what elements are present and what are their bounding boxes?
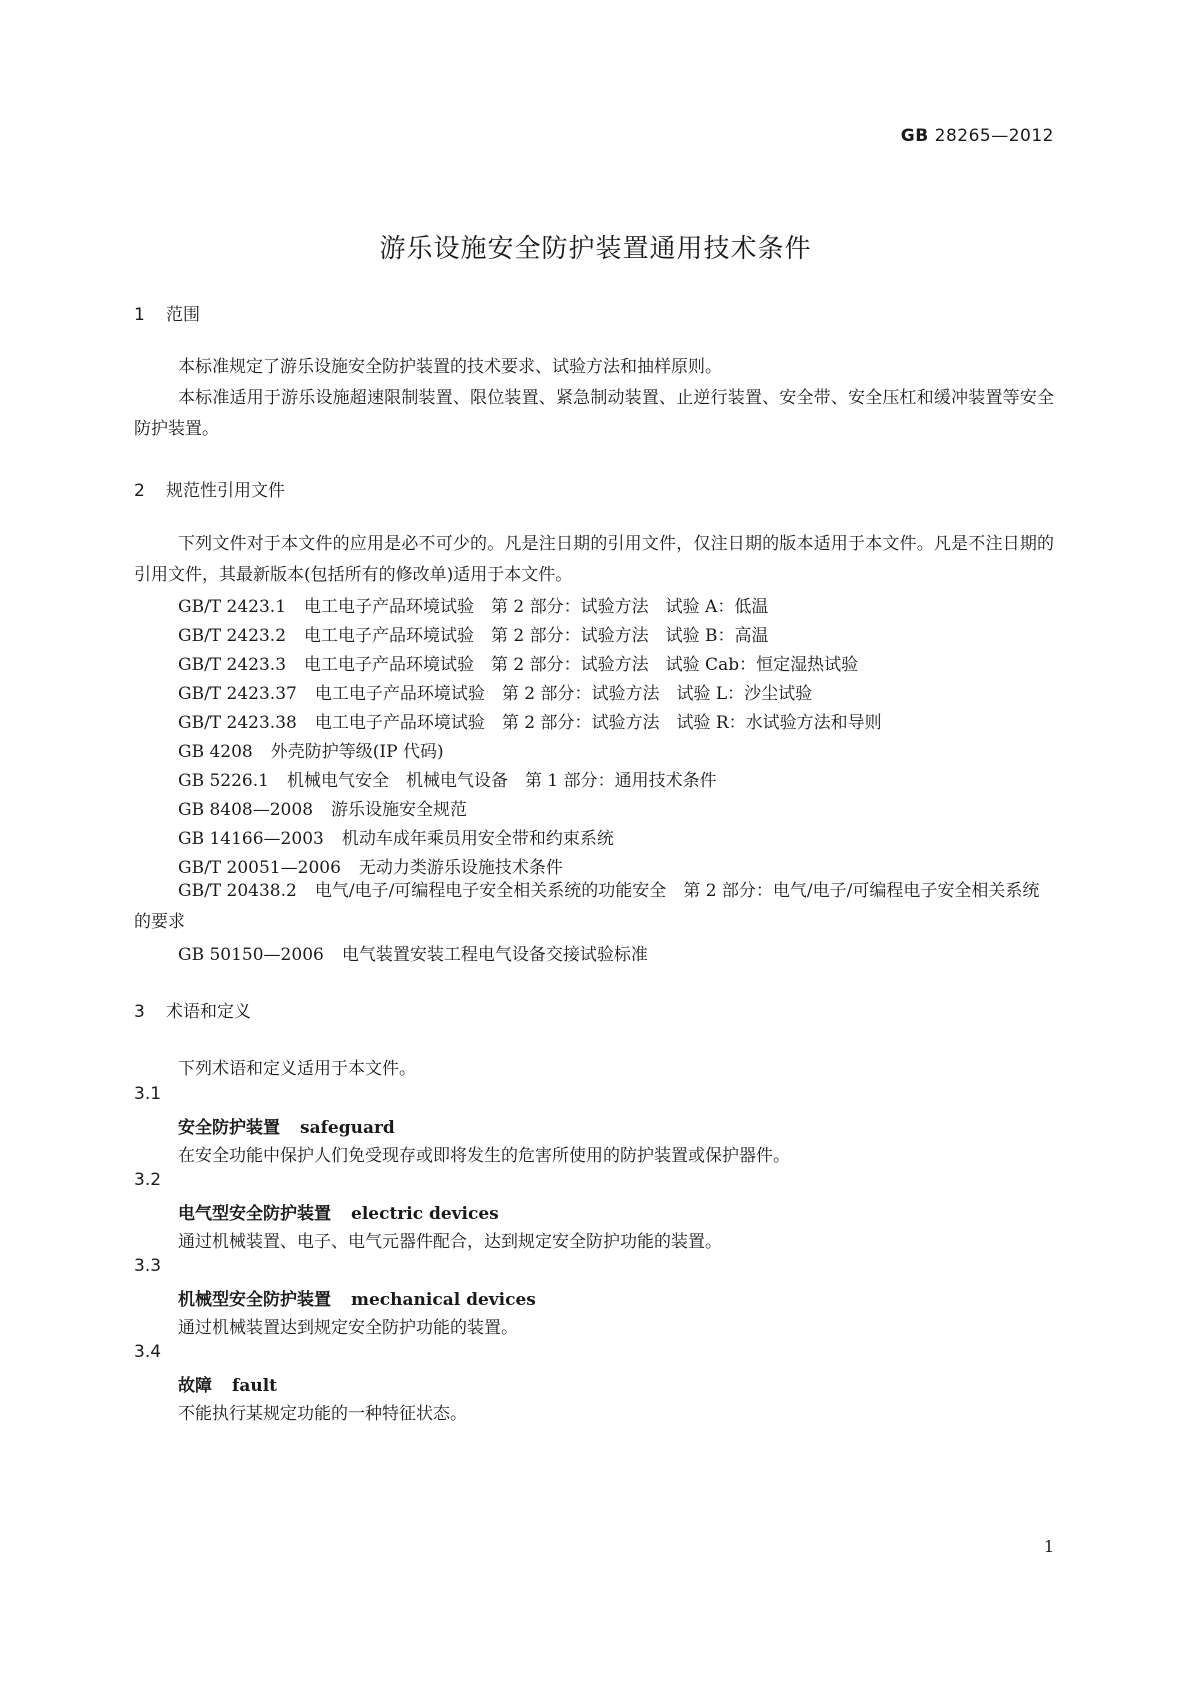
reference-code: GB 5226.1 <box>178 771 269 791</box>
reference-code: GB/T 20051—2006 <box>178 858 341 878</box>
standard-number: 28265—2012 <box>934 126 1054 146</box>
term-en: fault <box>232 1376 277 1396</box>
reference-code: GB 8408—2008 <box>178 800 314 820</box>
reference-title: 机械电气安全 机械电气设备 第 1 部分：通用技术条件 <box>286 771 717 791</box>
reference-item <box>178 679 812 704</box>
term-en: electric devices <box>351 1204 499 1224</box>
section-title: 规范性引用文件 <box>166 481 285 501</box>
reference-code: GB 4208 <box>178 742 253 762</box>
reference-code: GB/T 20438.2 <box>178 881 297 901</box>
section-title: 术语和定义 <box>166 1002 251 1022</box>
term-zh: 机械型安全防护装置 <box>178 1290 331 1310</box>
scope-paragraph-2: 本标准适用于游乐设施超速限制装置、限位装置、紧急制动装置、止逆行装置、安全带、安全压杠和缓冲装置等安全防护装置。 <box>134 388 1054 439</box>
standard-prefix: GB <box>900 126 929 146</box>
term-zh: 安全防护装置 <box>178 1118 280 1138</box>
term-heading <box>178 1199 499 1224</box>
reference-code: GB 50150—2006 <box>178 945 324 965</box>
reference-title: 电工电子产品环境试验 第 2 部分：试验方法 试验 B：高温 <box>304 626 769 646</box>
reference-code: GB/T 2423.37 <box>178 684 297 704</box>
reference-item <box>178 766 717 791</box>
section-title: 范围 <box>166 305 200 325</box>
terms-intro: 下列术语和定义适用于本文件。 <box>178 1059 416 1079</box>
reference-title: 电气装置安装工程电气设备交接试验标准 <box>341 945 648 965</box>
reference-item <box>178 592 768 617</box>
term-number: 3.3 <box>134 1256 162 1276</box>
term-number: 3.4 <box>134 1342 162 1362</box>
term-number: 3.2 <box>134 1170 162 1190</box>
term-heading <box>178 1113 395 1138</box>
term-en: mechanical devices <box>351 1290 536 1310</box>
term-definition: 通过机械装置、电子、电气元器件配合，达到规定安全防护功能的装置。 <box>178 1232 722 1252</box>
reference-title: 电工电子产品环境试验 第 2 部分：试验方法 试验 R：水试验方法和导则 <box>314 713 882 733</box>
reference-title: 机动车成年乘员用安全带和约束系统 <box>341 829 614 849</box>
reference-item <box>178 650 858 675</box>
reference-item <box>178 940 648 965</box>
reference-title: 电工电子产品环境试验 第 2 部分：试验方法 试验 L：沙尘试验 <box>314 684 813 704</box>
reference-code: GB/T 2423.3 <box>178 655 287 675</box>
reference-item <box>178 853 563 878</box>
term-definition: 在安全功能中保护人们免受现存或即将发生的危害所使用的防护装置或保护器件。 <box>178 1146 790 1166</box>
reference-title: 游乐设施安全规范 <box>331 800 468 820</box>
reference-item <box>178 621 769 646</box>
section-2-heading <box>134 476 285 501</box>
reference-title: 电工电子产品环境试验 第 2 部分：试验方法 试验 A：低温 <box>304 597 769 617</box>
reference-code: GB 14166—2003 <box>178 829 324 849</box>
term-heading <box>178 1371 277 1396</box>
section-number: 1 <box>134 305 145 325</box>
page-number: 1 <box>1043 1537 1054 1556</box>
reference-title: 电工电子产品环境试验 第 2 部分：试验方法 试验 Cab：恒定湿热试验 <box>304 655 859 675</box>
term-zh: 电气型安全防护装置 <box>178 1204 331 1224</box>
section-number: 2 <box>134 481 145 501</box>
reference-code: GB/T 2423.2 <box>178 626 287 646</box>
section-1-heading <box>134 300 200 325</box>
reference-item <box>178 824 614 849</box>
reference-title: 外壳防护等级(IP 代码) <box>270 742 444 762</box>
term-number: 3.1 <box>134 1084 162 1104</box>
term-definition: 通过机械装置达到规定安全防护功能的装置。 <box>178 1318 518 1338</box>
reference-item <box>134 876 1054 938</box>
term-zh: 故障 <box>178 1376 212 1396</box>
reference-item <box>178 795 467 820</box>
term-heading <box>178 1285 536 1310</box>
reference-code: GB/T 2423.38 <box>178 713 297 733</box>
references-intro: 下列文件对于本文件的应用是必不可少的。凡是注日期的引用文件，仅注日期的版本适用于本文件。凡是不注日期的引用文件，其最新版本(包括所有的修改单)适用于本文件。 <box>134 534 1054 585</box>
reference-item <box>178 737 444 762</box>
reference-code: GB/T 2423.1 <box>178 597 287 617</box>
standard-code <box>901 126 1054 146</box>
section-3-heading <box>134 997 251 1022</box>
term-definition: 不能执行某规定功能的一种特征状态。 <box>178 1404 467 1424</box>
term-en: safeguard <box>300 1118 395 1138</box>
section-number: 3 <box>134 1002 145 1022</box>
reference-item <box>178 708 882 733</box>
document-title: 游乐设施安全防护装置通用技术条件 <box>379 234 812 264</box>
reference-title: 无动力类游乐设施技术条件 <box>358 858 563 878</box>
reference-title: 电气/电子/可编程电子安全相关系统的功能安全 第 2 部分：电气/电子/可编程电子安全相关系统的要求 <box>134 881 1040 932</box>
scope-paragraph-1: 本标准规定了游乐设施安全防护装置的技术要求、试验方法和抽样原则。 <box>178 357 722 377</box>
